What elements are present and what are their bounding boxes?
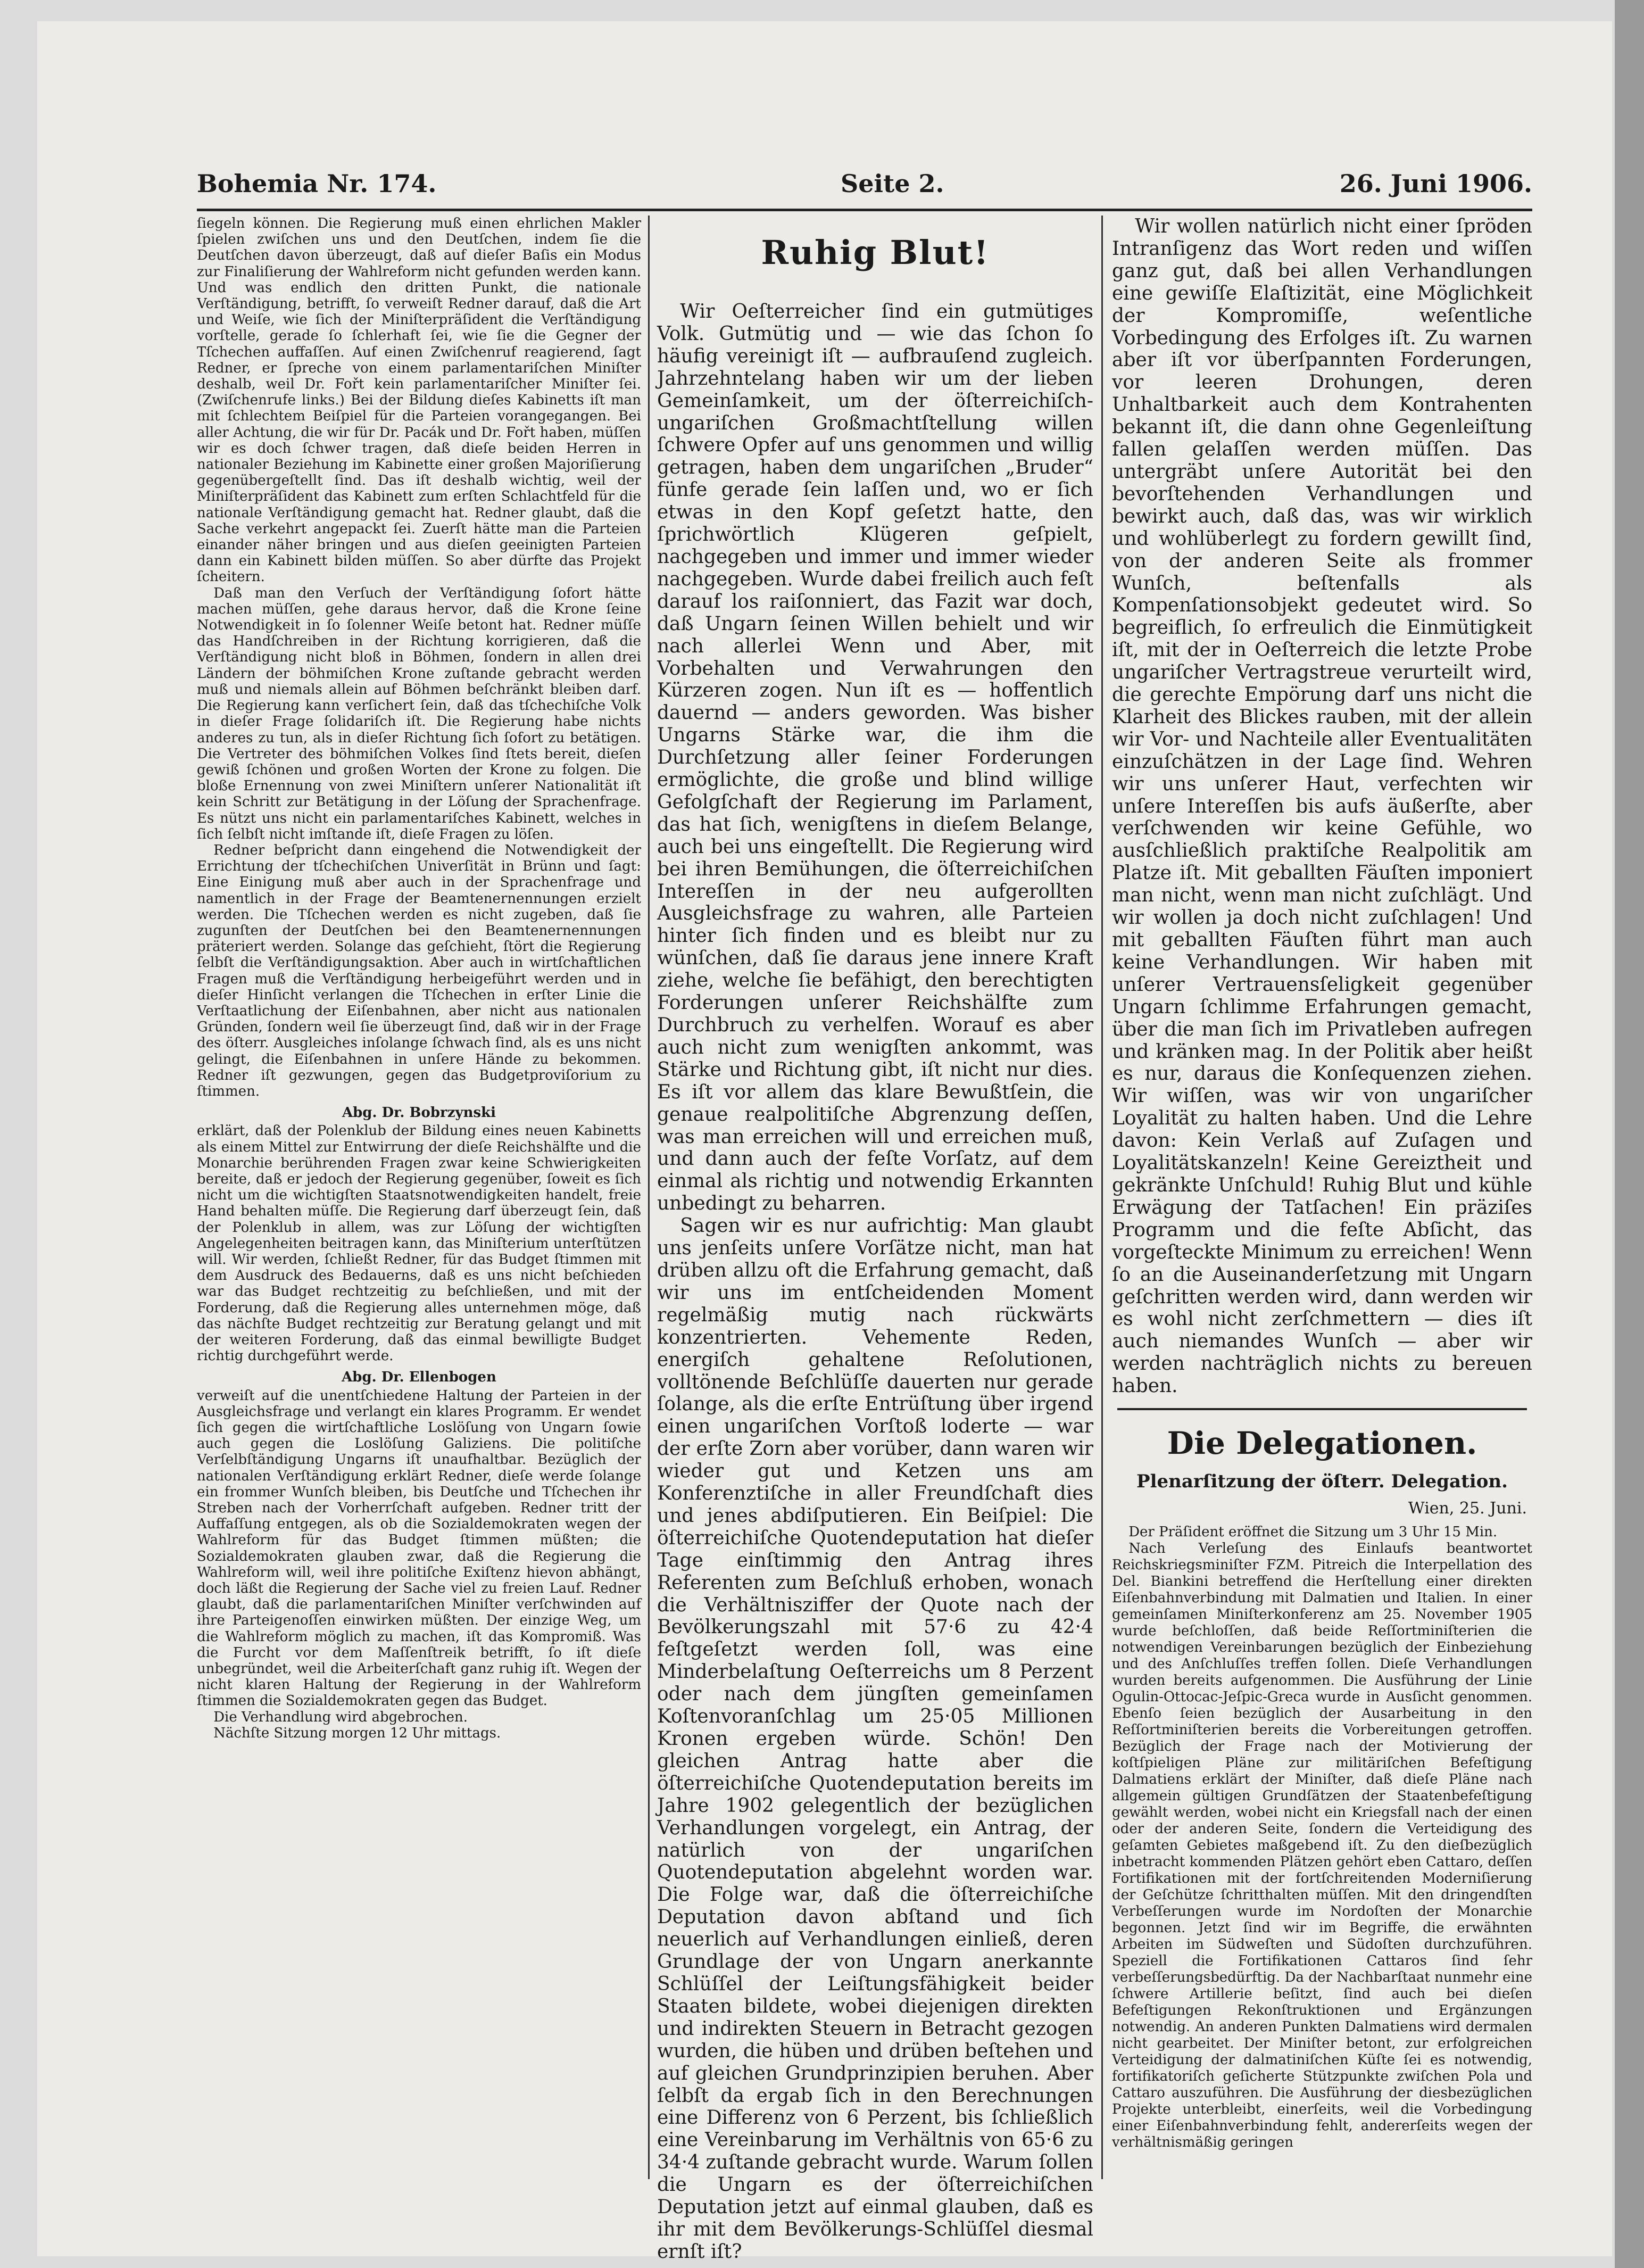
paragraph: ſiegeln können. Die Regierung muß einen ehrlichen Makler ſpielen zwiſchen uns und den Deutſchen, indem ſie die Deutſchen davon überzeugt, daß auf dieſer Baſis ein Modus zur Finaliſierung der Wahlreform nicht gefunden werden kann. Und was endlich den dritten Punkt, die nationale Verſtändigung, betrifft, ſo verweiſt Redner darauf, daß die Art und Weiſe, wie ſich der Miniſterpräſident die Verſtändigung vorſtelle, gerade ſo ſchlerhaft ſei, wie ſie die Gegner der Tſchechen auffaſſen. Auf einen Zwiſchenruf reagierend, ſagt Redner, er ſpreche von einem parlamentariſchen Miniſter deshalb, weil Dr. Fořt kein parlamentariſcher Miniſter ſei. (Zwiſchenrufe links.) Bei der Bildung dieſes Kabinetts iſt man mit ſchlechtem Beiſpiel für die Parteien vorangegangen. Bei aller Achtung, die wir für Dr. Pacák und Dr. Fořt haben, müſſen wir es doch ſchwer tragen, daß dieſe beiden Herren in nationaler Beziehung im Kabinette einer großen Majoriſierung gegenübergeſtellt ſind. Das iſt deshalb wichtig, weil der Miniſterpräſident das Kabinett zum erſten Schlachtfeld für die nationale Verſtändigung gemacht hat. Redner glaubt, daß die Sache verkehrt angepackt ſei. Zuerſt hätte man die Parteien einander näher bringen und aus dieſen geeinigten Parteien dann ein Kabinett bilden müſſen. So aber dürfte das Projekt ſcheitern. xyxy=(197,216,641,585)
paragraph: Wir Oeſterreicher ſind ein gutmütiges Volk. Gutmütig und — wie das ſchon ſo häufig vereinigt iſt — aufbrauſend zugleich. Jahrzehntelang haben wir um der lieben Gemeinſamkeit, um der öſterreichiſch-ungariſchen Großmachtſtellung willen ſchwere Opfer auf uns genommen und willig getragen, haben dem ungariſchen „Bruder“ fünfe gerade ſein laſſen und, wo er ſich etwas in den Kopf geſetzt hatte, den ſprichwörtlich Klügeren geſpielt, nachgegeben und immer und immer wieder nachgegeben. Wurde dabei freilich auch feſt darauf los raiſonniert, das Fazit war doch, daß Ungarn ſeinen Willen behielt und wir nach allerlei Wenn und Aber, mit Vorbehalten und Verwahrungen den Kürzeren zogen. Nun iſt es — hoffentlich dauernd — anders geworden. Was bisher Ungarns Stärke war, die ihm die Durchſetzung aller ſeiner Forderungen ermöglichte, die große und blind willige Gefolgſchaft der Regierung im Parlament, das hat ſich, wenigſtens in dieſem Belange, auch bei uns eingeſtellt. Die Regierung wird bei ihren Bemühungen, die öſterreichiſchen Intereſſen in der neu aufgerollten Ausgleichsfrage zu wahren, alle Parteien hinter ſich finden und es bleibt nur zu wünſchen, daß ſie daraus jene innere Kraft ziehe, welche ſie befähigt, den berechtigten Forderungen unſerer Reichshälfte zum Durchbruch zu verhelfen. Worauf es aber auch nicht zum wenigſten ankommt, was Stärke und Richtung gibt, iſt nicht nur dies. Es iſt vor allem das klare Bewußtſein, die genaue realpolitiſche Abgrenzung deſſen, was man erreichen will und erreichen muß, und dann auch der feſte Vorſatz, auf dem einmal als richtig und notwendig Erkannten unbedingt zu beharren. xyxy=(657,301,1093,1215)
speaker-heading: Abg. Dr. Ellenbogen xyxy=(342,1369,496,1386)
column-right xyxy=(1112,216,1532,2190)
paragraph: verweiſt auf die unentſchiedene Haltung der Parteien in der Ausgleichsfrage und verlangt ein klares Programm. Er wendet ſich gegen die wirtſchaftliche Loslöſung von Ungarn ſowie auch gegen die Loslöſung Galiziens. Die politiſche Verſelbſtändigung Ungarns iſt unaufhaltbar. Bezüglich der nationalen Verſtändigung erklärt Redner, dieſe werde ſolange ein frommer Wunſch bleiben, bis Deutſche und Tſchechen ihr Streben nach der Vorherrſchaft aufgeben. Redner tritt der Auffaſſung entgegen, als ob die Sozialdemokraten wegen der Wahlreform für das Budget ſtimmen müßten; die Sozialdemokraten glauben zwar, daß die Regierung die Wahlreform will, weil ihre politiſche Exiſtenz hievon abhängt, doch läßt die Regierung der Sache viel zu freien Lauf. Redner glaubt, daß die parlamentariſchen Miniſter verſchwinden auf ihre Parteigenoſſen einwirken müßten. Der einzige Weg, um die Wahlreform möglich zu machen, iſt das Kompromiß. Was die Furcht vor dem Maſſenſtreik betrifft, ſo iſt dieſe unbegründet, weil die Arbeiterſchaft ganz ruhig iſt. Wegen der nicht klaren Haltung der Regierung in der Wahlreform ſtimmen die Sozialdemokraten gegen das Budget. xyxy=(197,1387,641,1709)
scan-edge xyxy=(1615,0,1644,2268)
paragraph: Der Präſident eröffnet die Sitzung um 3 Uhr 15 Min. xyxy=(1128,1524,1498,1540)
column-divider xyxy=(1101,216,1103,2179)
speaker-heading: Abg. Dr. Bobrzynski xyxy=(342,1105,496,1121)
column-divider xyxy=(648,216,650,2179)
paragraph: erklärt, daß der Polenklub der Bildung eines neuen Kabinetts als einem Mittel zur Entwirrung der dieſe Reichshälfte und die Monarchie berührenden Fragen zwar keine Schwierigkeiten bereite, daß er jedoch der Regierung gegenüber, ſoweit es ſich nicht um die wichtigſten Staatsnotwendigkeiten handelt, freie Hand behalten müſſe. Die Regierung darf überzeugt ſein, daß der Polenklub in allem, was zur Löſung der wichtigſten Angelegenheiten beitragen kann, das Miniſterium unterſtützen will. Wir werden, ſchließt Redner, für das Budget ſtimmen mit dem Ausdruck des Bedauerns, daß es uns nicht beſchieden war das Budget rechtzeitig zu beſchließen, und mit der Forderung, daß die Regierung alles unternehmen möge, daß das nächſte Budget rechtzeitig zur Beratung gelangt und mit der weiteren Forderung, daß das einmal bewilligte Budget richtig durchgeführt werde. xyxy=(197,1123,641,1364)
article-title: Ruhig Blut! xyxy=(761,233,990,272)
header-rule xyxy=(197,209,1532,211)
column-middle xyxy=(657,216,1093,2263)
page-number: Seite 2. xyxy=(841,169,944,198)
paragraph: Redner beſpricht dann eingehend die Notwendigkeit der Errichtung der tſchechiſchen Univerſität in Brünn und ſagt: Eine Einigung muß aber auch in der Sprachenfrage und namentlich in der Frage der Beamtenernennungen erzielt werden. Die Tſchechen werden es nicht zugeben, daß ſie zugunſten der Deutſchen bei den Beamtenernennungen präteriert werden. Solange das geſchieht, ſtört die Regierung ſelbſt die Verſtändigungsaktion. Aber auch in wirtſchaftlichen Fragen muß die Verſtändigung herbeigeführt werden und in dieſer Hinſicht verlangen die Tſchechen in erſter Linie die Verſtaatlichung der Eiſenbahnen, aber nicht aus nationalen Gründen, ſondern weil ſie überzeugt ſind, daß wir in der Frage des öſterr. Ausgleiches inſolange ſchwach ſind, als es uns nicht gelingt, die Eiſenbahnen in unſere Hände zu bekommen. Redner iſt gezwungen, gegen das Budgetproviſorium zu ſtimmen. xyxy=(197,842,641,1099)
issue-date: 26. Juni 1906. xyxy=(1339,169,1532,198)
section-rule xyxy=(1117,1408,1527,1410)
page-header xyxy=(197,169,1532,206)
dateline: Wien, 25. Juni. xyxy=(1408,1499,1527,1518)
column-left xyxy=(197,216,641,2190)
masthead-issue: Bohemia Nr. 174. xyxy=(197,169,437,198)
paragraph: Nächſte Sitzung morgen 12 Uhr mittags. xyxy=(213,1725,501,1741)
paragraph: Wir wollen natürlich nicht einer ſpröden Intranſigenz das Wort reden und wiſſen ganz gut, daß bei allen Verhandlungen eine gewiſſe Elaſtizität, eine Möglichkeit der Kompromiſſe, weſentliche Vorbedingung des Erfolges iſt. Zu warnen aber iſt vor überſpannten Forderungen, vor leeren Drohungen, deren Unhaltbarkeit auch dem Kontrahenten bekannt iſt, die dann ohne Gegenleiſtung fallen gelaſſen werden müſſen. Das untergräbt unſere Autorität bei den bevorſtehenden Verhandlungen und bewirkt auch, daß das, was wir wirklich und wohlüberlegt zu fordern gewillt ſind, von der anderen Seite als frommer Wunſch, beſtenfalls als Kompenſationsobjekt gedeutet wird. So begreiflich, ſo erfreulich die Einmütigkeit iſt, mit der in Oeſterreich die letzte Probe ungariſcher Vertragstreue verurteilt wird, die gerechte Empörung darf uns nicht die Klarheit des Blickes rauben, mit der allein wir Vor- und Nachteile aller Eventualitäten einzuſchätzen in der Lage ſind. Wehren wir uns unſerer Haut, verfechten wir unſere Intereſſen bis aufs äußerſte, aber verſchwenden wir keine Gefühle, wo ausſchließlich praktiſche Realpolitik am Platze iſt. Mit geballten Fäuſten imponiert man nicht, wenn man nicht zuſchlägt. Und wir wollen ja doch nicht zuſchlagen! Und mit geballten Fäuſten führt man auch keine Verhandlungen. Wir haben mit unſerer Vertrauensſeligkeit gegenüber Ungarn ſchlimme Erfahrungen gemacht, über die man ſich im Privatleben aufregen und kränken mag. In der Politik aber heißt es nur, daraus die Konſequenzen ziehen. Wir wiſſen, was wir von ungariſcher Loyalität zu halten haben. Und die Lehre davon: Kein Verlaß auf Zuſagen und Loyalitätskanzeln! Keine Gereiztheit und gekränkte Unſchuld! Ruhig Blut und kühle Erwägung der Tatſachen! Ein präziſes Programm und die feſte Abſicht, das vorgeſteckte Minimum zu erreichen! Wenn ſo an die Auseinanderſetzung mit Ungarn geſchritten werden wird, dann werden wir es wohl nicht zerſchmettern — dies iſt auch niemandes Wunſch — aber wir werden nachträglich nichts zu bereuen haben. xyxy=(1112,216,1532,1397)
section-title: Die Delegationen. xyxy=(1167,1425,1477,1462)
paragraph: Sagen wir es nur aufrichtig: Man glaubt uns jenſeits unſere Vorſätze nicht, man hat drüben allzu oft die Erfahrung gemacht, daß wir uns im entſcheidenden Moment regelmäßig mutig nach rückwärts konzentrierten. Vehemente Reden, energiſch gehaltene Reſolutionen, volltönende Beſchlüſſe dauerten nur gerade ſolange, als die erſte Entrüſtung über irgend einen ungariſchen Vorſtoß loderte — war der erſte Zorn aber vorüber, dann waren wir wieder gut und Ketzen uns am Konferenztiſche in aller Freundſchaft dies und jenes abdiſputieren. Ein Beiſpiel: Die öſterreichiſche Quotendeputation hat dieſer Tage einſtimmig den Antrag ihres Referenten zum Beſchluß erhoben, wonach die Verhältnisziffer der Quote nach der Bevölkerungszahl mit 57·6 zu 42·4 feſtgeſetzt werden ſoll, was eine Minderbelaſtung Oeſterreichs um 8 Perzent oder nach dem jüngſten gemeinſamen Koſtenvoranſchlag um 25·05 Millionen Kronen ergeben würde. Schön! Den gleichen Antrag hatte aber die öſterreichiſche Quotendeputation bereits im Jahre 1902 gelegentlich der bezüglichen Verhandlungen vorgelegt, ein Antrag, der natürlich von der ungariſchen Quotendeputation abgelehnt worden war. Die Folge war, daß die öſterreichiſche Deputation davon abſtand und ſich neuerlich auf Verhandlungen einließ, deren Grundlage der von Ungarn anerkannte Schlüſſel der Leiſtungsfähigkeit beider Staaten bildete, wobei diejenigen direkten und indirekten Steuern in Betracht gezogen wurden, die hüben und drüben beſtehen und auf gleichen Grundprinzipien beruhen. Aber ſelbſt da ergab ſich in den Berechnungen eine Differenz von 6 Perzent, bis ſchließlich eine Vereinbarung im Verhältnis von 65·6 zu 34·4 zuſtande gebracht wurde. Warum ſollen die Ungarn es der öſterreichiſchen Deputation jetzt auf einmal glauben, daß es ihr mit dem Bevölkerungs-Schlüſſel diesmal ernſt iſt? xyxy=(657,1215,1093,2263)
paragraph: Daß man den Verſuch der Verſtändigung ſofort hätte machen müſſen, gehe daraus hervor, daß die Krone ſeine Notwendigkeit in ſo ſolenner Weiſe betont hat. Redner müſſe das Handſchreiben in der Richtung korrigieren, daß die Verſtändigung nicht bloß in Böhmen, ſondern in allen drei Ländern der böhmiſchen Krone zuſtande gebracht werden muß und niemals allein auf Böhmen beſchränkt bleiben darf. Die Regierung kann verſichert ſein, daß das tſchechiſche Volk in dieſer Frage ſolidariſch iſt. Die Regierung habe nichts anderes zu tun, als in dieſer Richtung ſich ſofort zu betätigen. Die Vertreter des böhmiſchen Volkes ſind ſtets bereit, dieſen gewiß ſchönen und großen Worten der Krone zu folgen. Die bloße Ernennung von zwei Miniſtern unſerer Nationalität iſt kein Schritt zur Betätigung in der Löſung der Sprachenfrage. Es nützt uns nicht ein parlamentariſches Kabinett, welches in ſich ſelbſt nicht imſtande iſt, dieſe Fragen zu löſen. xyxy=(197,585,641,842)
section-subtitle: Plenarſitzung der öſterr. Delegation. xyxy=(1136,1471,1508,1493)
paragraph: Die Verhandlung wird abgebrochen. xyxy=(213,1709,468,1725)
paragraph: Nach Verleſung des Einlaufs beantwortet Reichskriegsminiſter FZM. Pitreich die Interpellation des Del. Biankini betreffend die Herſtellung einer direkten Eiſenbahnverbindung mit Dalmatien und Italien. In einer gemeinſamen Miniſterkonferenz am 25. November 1905 wurde beſchloſſen, daß beide Reſſortminiſterien die notwendigen Vereinbarungen bezüglich der Einbeziehung und des Anſchluſſes treffen ſollen. Dieſe Verhandlungen wurden bereits aufgenommen. Die Ausführung der Linie Ogulin-Ottocac-Jeſpic-Greca wurde in Ausſicht genommen. Ebenſo ſeien bezüglich der Ausarbeitung in den Reſſortminiſterien bereits die Vorbereitungen getroffen. Bezüglich der Frage nach der Motivierung der koſtſpieligen Pläne zur militäriſchen Befeſtigung Dalmatiens erklärt der Miniſter, daß dieſe Pläne nach allgemein gültigen Grundſätzen der Staatenbefeſtigung gewählt werden, wobei nicht ein Kriegsfall nach der einen oder der anderen Seite, ſondern die Verteidigung des geſamten Gebietes maßgebend iſt. Zu den dieſbezüglich inbetracht kommenden Plätzen gehört eben Cattaro, deſſen Fortifikationen mit der fortſchreitenden Moderniſierung der Geſchütze ſchritthalten müſſen. Mit den dringendſten Verbeſſerungen wurde im Nordoſten der Monarchie begonnen. Jetzt ſind wir im Begriffe, die erwähnten Arbeiten im Südweſten und Südoſten durchzuführen. Speziell die Fortifikationen Cattaros ſind ſehr verbeſſerungsbedürftig. Da der Nachbarſtaat nunmehr eine ſchwere Artillerie beſitzt, ſind auch bei dieſen Befeſtigungen Rekonſtruktionen und Ergänzungen notwendig. An anderen Punkten Dalmatiens wird dermalen nicht gearbeitet. Der Miniſter betont, zur erfolgreichen Verteidigung der dalmatiniſchen Küſte ſei es notwendig, fortifikatoriſch geſicherte Stützpunkte zwiſchen Pola und Cattaro auszuführen. Die Ausführung der diesbezüglichen Projekte unterbleibt, einerſeits, weil die Vorbedingung einer Eiſenbahnverbindung fehlt, andererſeits wegen der verhältnismäßig geringen xyxy=(1112,1540,1532,2150)
